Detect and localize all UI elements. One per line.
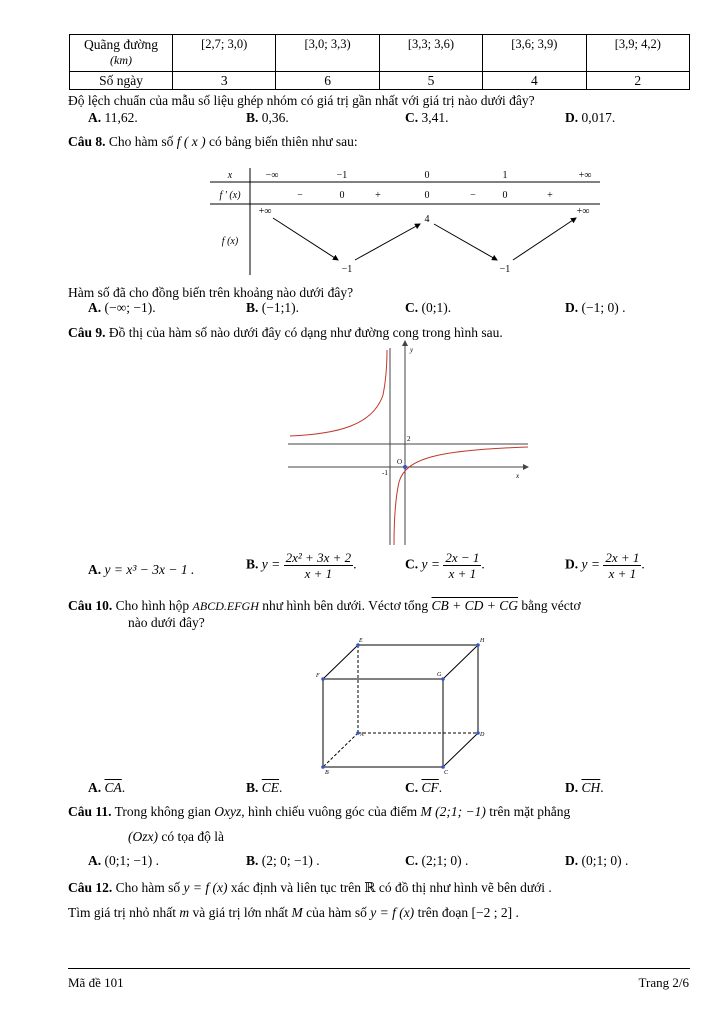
- q11-question-line2: (Ozx) có tọa độ là: [128, 829, 224, 844]
- graph-tick-neg1: -1: [382, 469, 388, 477]
- table-cell: [3,3; 3,6): [379, 35, 482, 72]
- bbt-x-value: 0: [424, 170, 430, 181]
- q10-option-c: C. $\overline{CF}$.: [405, 780, 443, 795]
- q8-option-b: B. (−1;1).: [246, 300, 299, 315]
- bbt-sign: 0: [502, 190, 508, 201]
- table-cell: 6: [276, 72, 379, 90]
- q11-option-c: C. (2;1; 0) .: [405, 853, 469, 868]
- vertex-f: F: [316, 673, 320, 679]
- bbt-sign: +: [547, 190, 553, 201]
- vertex-c: C: [444, 770, 449, 775]
- bbt-f-value: −1: [499, 264, 511, 275]
- q7-option-a: A. 11,62.: [88, 110, 138, 125]
- q9-option-a: A. y = x³ − 3x − 1 .: [88, 562, 195, 577]
- table-cell: 4: [483, 72, 586, 90]
- q9-question: Câu 9. Đồ thị của hàm số nào dưới đây có dạng như đường cong trong hình sau.: [68, 325, 503, 340]
- graph-tick-2: 2: [407, 435, 411, 443]
- parallelepiped-figure: [315, 635, 495, 775]
- bbt-x-value: −∞: [265, 170, 279, 181]
- q8-question: Câu 8. Cho hàm số f ( x ) có bảng biến thiên như sau:: [68, 134, 358, 149]
- footer-page-number: Trang 2/6: [638, 975, 689, 990]
- bbt-sign: 0: [339, 190, 345, 201]
- q10-option-b: B. $\overline{CE}$.: [246, 780, 283, 795]
- table-cell: 3: [173, 72, 276, 90]
- bbt-f-value: −1: [341, 264, 353, 275]
- q10-option-a: A. $\overline{CA}$.: [88, 780, 126, 795]
- table-cell: 5: [379, 72, 482, 90]
- vertex-d: D: [480, 732, 485, 738]
- q8-option-a: A. (−∞; −1).: [88, 300, 156, 315]
- bbt-sign: −: [470, 190, 476, 201]
- q10-option-d: D. $\overline{CH}$.: [565, 780, 604, 795]
- q7-question: Độ lệch chuẩn của mẫu số liệu ghép nhóm có giá trị gần nhất với giá trị nào dưới đây?: [68, 93, 535, 108]
- q9-option-d: D. y = $\frac{2x + 1}{x + 1}$ .: [565, 550, 645, 581]
- graph-x-label: x: [516, 472, 520, 480]
- table-cell: [2,7; 3,0): [173, 35, 276, 72]
- data-table: [69, 34, 690, 90]
- q11-option-b: B. (2; 0; −1) .: [246, 853, 320, 868]
- q8-option-d: D. (−1; 0) .: [565, 300, 626, 315]
- q9-option-c: C. y = $\frac{2x - 1}{x + 1}$ .: [405, 550, 485, 581]
- footer-divider: [68, 968, 690, 969]
- bbt-x-value: −1: [336, 170, 348, 181]
- q9-option-b: B. y = $\frac{\text{2x² + 3x + 2}}{x + 1}$ .: [246, 550, 357, 581]
- bbt-sign: +: [375, 190, 381, 201]
- bbt-sign: −: [297, 190, 303, 201]
- table-header-days: Số ngày: [70, 72, 173, 90]
- bbt-f-value: +∞: [258, 206, 272, 217]
- vertex-e: E: [359, 638, 363, 644]
- bbt-x-value: 1: [502, 170, 508, 181]
- bbt-sign: 0: [424, 190, 430, 201]
- graph-origin: O: [397, 458, 403, 466]
- q7-option-c: C. 3,41.: [405, 110, 449, 125]
- q10-question: Câu 10. Cho hình hộp ABCD.EFGH như hình bên dưới. Véctơ tổng CB + CD + CG bằng véctơ: [68, 598, 581, 613]
- bbt-x-value: +∞: [578, 170, 592, 181]
- table-cell: 2: [586, 72, 689, 90]
- variation-table: [210, 160, 610, 280]
- bbt-f-label: f (x): [221, 236, 239, 247]
- q12-question: Câu 12. Cho hàm số y = f (x) xác định và liên tục trên ℝ có đồ thị như hình vẽ bên dưới .: [68, 880, 552, 895]
- q12-question-line2: Tìm giá trị nhỏ nhất m và giá trị lớn nhất M của hàm số y = f (x) trên đoạn [−2 ; 2] .: [68, 905, 519, 920]
- table-cell: [3,9; 4,2): [586, 35, 689, 72]
- bbt-x-label: x: [227, 170, 233, 181]
- table-cell: [3,0; 3,3): [276, 35, 379, 72]
- vertex-b: B: [325, 770, 329, 775]
- footer-exam-code: Mã đề 101: [68, 975, 124, 990]
- graph-y-label: y: [410, 346, 414, 354]
- q7-option-d: D. 0,017.: [565, 110, 616, 125]
- table-cell: [3,6; 3,9): [483, 35, 586, 72]
- q7-option-b: B. 0,36.: [246, 110, 289, 125]
- bbt-f-value: 4: [424, 214, 430, 225]
- table-header-distance: Quãng đường (km): [70, 35, 173, 72]
- bbt-fprime-label: f ′ (x): [219, 190, 241, 201]
- q8-prompt: Hàm số đã cho đồng biến trên khoảng nào dưới đây?: [68, 285, 354, 300]
- hyperbola-graph: [288, 340, 533, 550]
- q11-option-d: D. (0;1; 0) .: [565, 853, 629, 868]
- bbt-f-value: +∞: [576, 206, 590, 217]
- q10-question-line2: nào dưới đây?: [128, 615, 205, 630]
- q11-question: Câu 11. Trong không gian Oxyz, hình chiếu vuông góc của điểm M (2;1; −1) trên mặt phẳng: [68, 804, 571, 819]
- vertex-h: H: [480, 638, 485, 644]
- vertex-a: A: [360, 732, 364, 738]
- q8-option-c: C. (0;1).: [405, 300, 452, 315]
- q11-option-a: A. (0;1; −1) .: [88, 853, 159, 868]
- vertex-g: G: [437, 672, 442, 678]
